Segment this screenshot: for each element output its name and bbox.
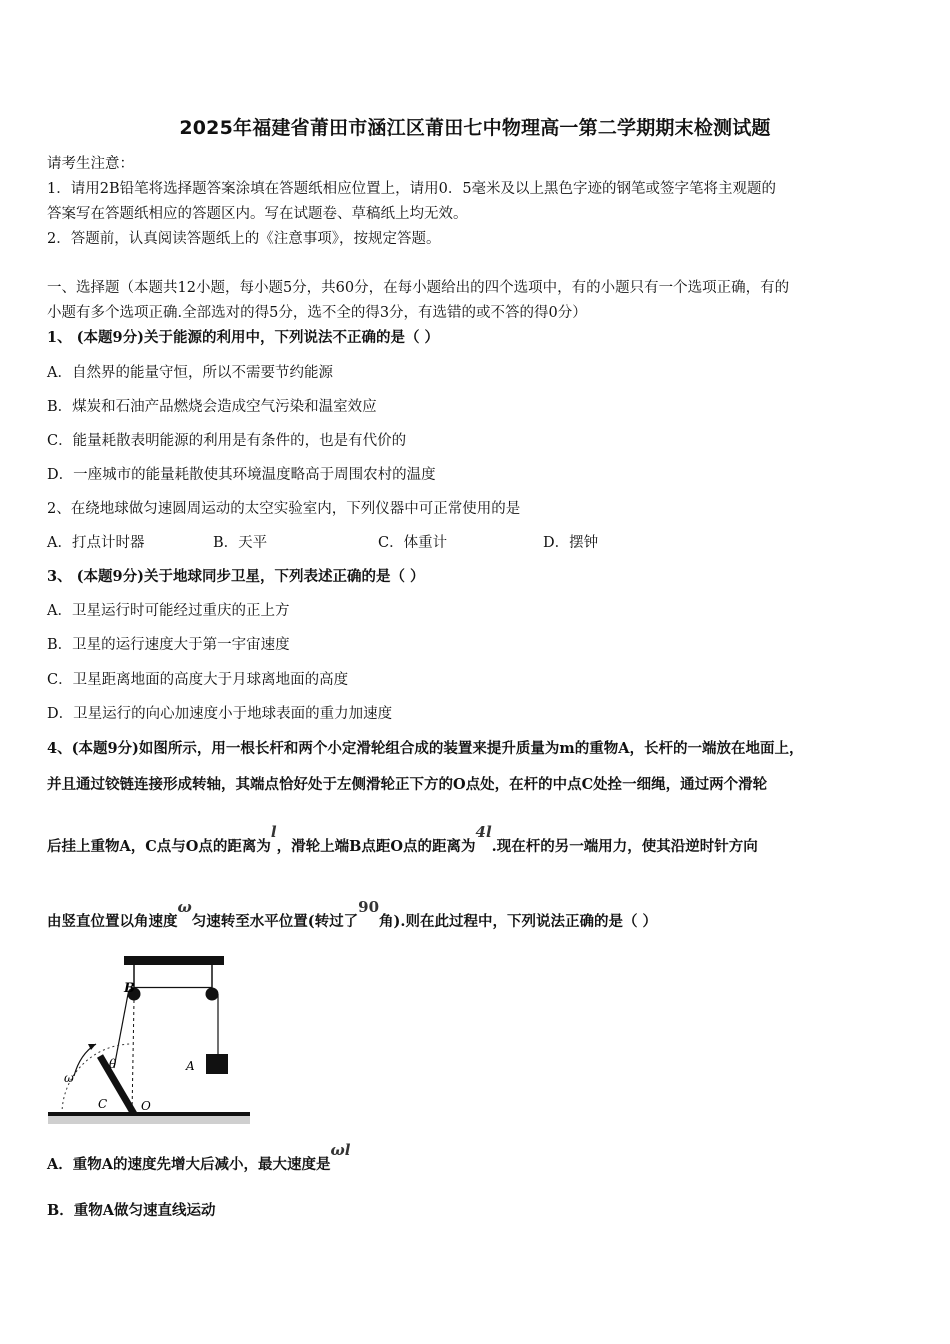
symbol-l: l <box>270 823 277 841</box>
q4-line-3 <box>47 823 758 856</box>
section-instructions-1: 一、选择题（本题共12小题，每小题5分，共60分，在每小题给出的四个选项中，有的小题只有一个选项正确，有的 <box>47 280 790 296</box>
label-omega: ω <box>64 1071 74 1085</box>
right-pulley <box>206 988 219 1001</box>
weight-a <box>206 1054 228 1074</box>
q4-line-1: 4、(本题9分)如图所示，用一根长杆和两个小定滑轮组合成的装置来提升质量为m的重物A，长杆的一端放在地面上， <box>47 740 804 757</box>
ground-hatch <box>48 1116 250 1124</box>
notice-heading: 请考生注意： <box>47 156 134 172</box>
q4-line-4c: 角).则在此过程中，下列说法正确的是（ ） <box>379 913 658 930</box>
q2-option-c: C．体重计 <box>378 535 448 551</box>
q4-line-3b: ，滑轮上端B点距O点的距离为 <box>276 838 476 855</box>
q1-option-d: D．一座城市的能量耗散使其环境温度略高于周围农村的温度 <box>47 467 436 483</box>
q3-option-c: C．卫星距离地面的高度大于月球离地面的高度 <box>47 672 349 688</box>
q3-option-b: B．卫星的运行速度大于第一宇宙速度 <box>47 637 290 653</box>
q3-stem: 3、 (本题9分)关于地球同步卫星，下列表述正确的是（ ） <box>47 568 425 585</box>
vertical-dashed-line <box>132 1000 134 1114</box>
pulley-figure <box>44 950 254 1130</box>
q2-option-a: A．打点计时器 <box>47 535 145 551</box>
q2-stem: 2、在绕地球做匀速圆周运动的太空实验室内，下列仪器中可正常使用的是 <box>47 501 521 517</box>
q4-line-4b: 匀速转至水平位置(转过了 <box>191 913 359 930</box>
notice-item-1b: 答案写在答题纸相应的答题区内。写在试题卷、草稿纸上均无效。 <box>47 206 468 222</box>
q4-option-a-text: A．重物A的速度先增大后减小，最大速度是 <box>47 1156 331 1173</box>
q4-line-3c: .现在杆的另一端用力，使其沿逆时针方向 <box>491 838 758 855</box>
label-theta: θ <box>109 1057 117 1071</box>
q4-option-b: B．重物A做匀速直线运动 <box>47 1202 216 1219</box>
label-c: C <box>98 1097 108 1111</box>
symbol-4l: 4l <box>475 823 492 841</box>
omega-arrow <box>74 1044 96 1076</box>
q1-stem: 1、 (本题9分)关于能源的利用中，下列说法不正确的是（ ） <box>47 329 439 346</box>
page-title: 2025年福建省莆田市涵江区莆田七中物理高一第二学期期末检测试题 <box>179 117 771 139</box>
q2-option-d: D．摆钟 <box>543 535 599 551</box>
q1-option-b: B．煤炭和石油产品燃烧会造成空气污染和温室效应 <box>47 399 377 415</box>
symbol-omega-l: ωl <box>330 1141 351 1159</box>
q3-option-d: D．卫星运行的向心加速度小于地球表面的重力加速度 <box>47 706 393 722</box>
q4-line-4a: 由竖直位置以角速度 <box>47 913 178 930</box>
label-b: B <box>124 981 135 996</box>
label-a: A <box>186 1059 195 1073</box>
label-o: O <box>141 1099 151 1113</box>
section-instructions-2: 小题有多个选项正确.全部选对的得5分，选不全的得3分，有选错的或不答的得0分） <box>47 305 587 321</box>
q4-line-3a: 后挂上重物A，C点与O点的距离为 <box>47 838 271 855</box>
q4-line-4 <box>47 898 658 931</box>
symbol-90: 90 <box>358 898 380 916</box>
q4-option-a <box>47 1141 351 1174</box>
q2-options <box>47 531 598 552</box>
ceiling-beam <box>124 956 224 965</box>
q1-option-c: C．能量耗散表明能源的利用是有条件的，也是有代价的 <box>47 433 407 449</box>
q1-option-a: A．自然界的能量守恒，所以不需要节约能源 <box>47 365 333 381</box>
q4-line-2: 并且通过铰链连接形成转轴，其端点恰好处于左侧滑轮正下方的O点处，在杆的中点C处拴一细绳，通过两个滑轮 <box>47 776 768 793</box>
q2-option-b: B．天平 <box>213 535 268 551</box>
symbol-omega: ω <box>177 898 192 916</box>
q3-option-a: A．卫星运行时可能经过重庆的正上方 <box>47 603 290 619</box>
notice-item-2: 2．答题前，认真阅读答题纸上的《注意事项》，按规定答题。 <box>47 231 441 247</box>
notice-item-1a: 1．请用2B铅笔将选择题答案涂填在答题纸相应位置上，请用0．5毫米及以上黑色字迹的钢笔或签字笔将主观题的 <box>47 181 777 197</box>
